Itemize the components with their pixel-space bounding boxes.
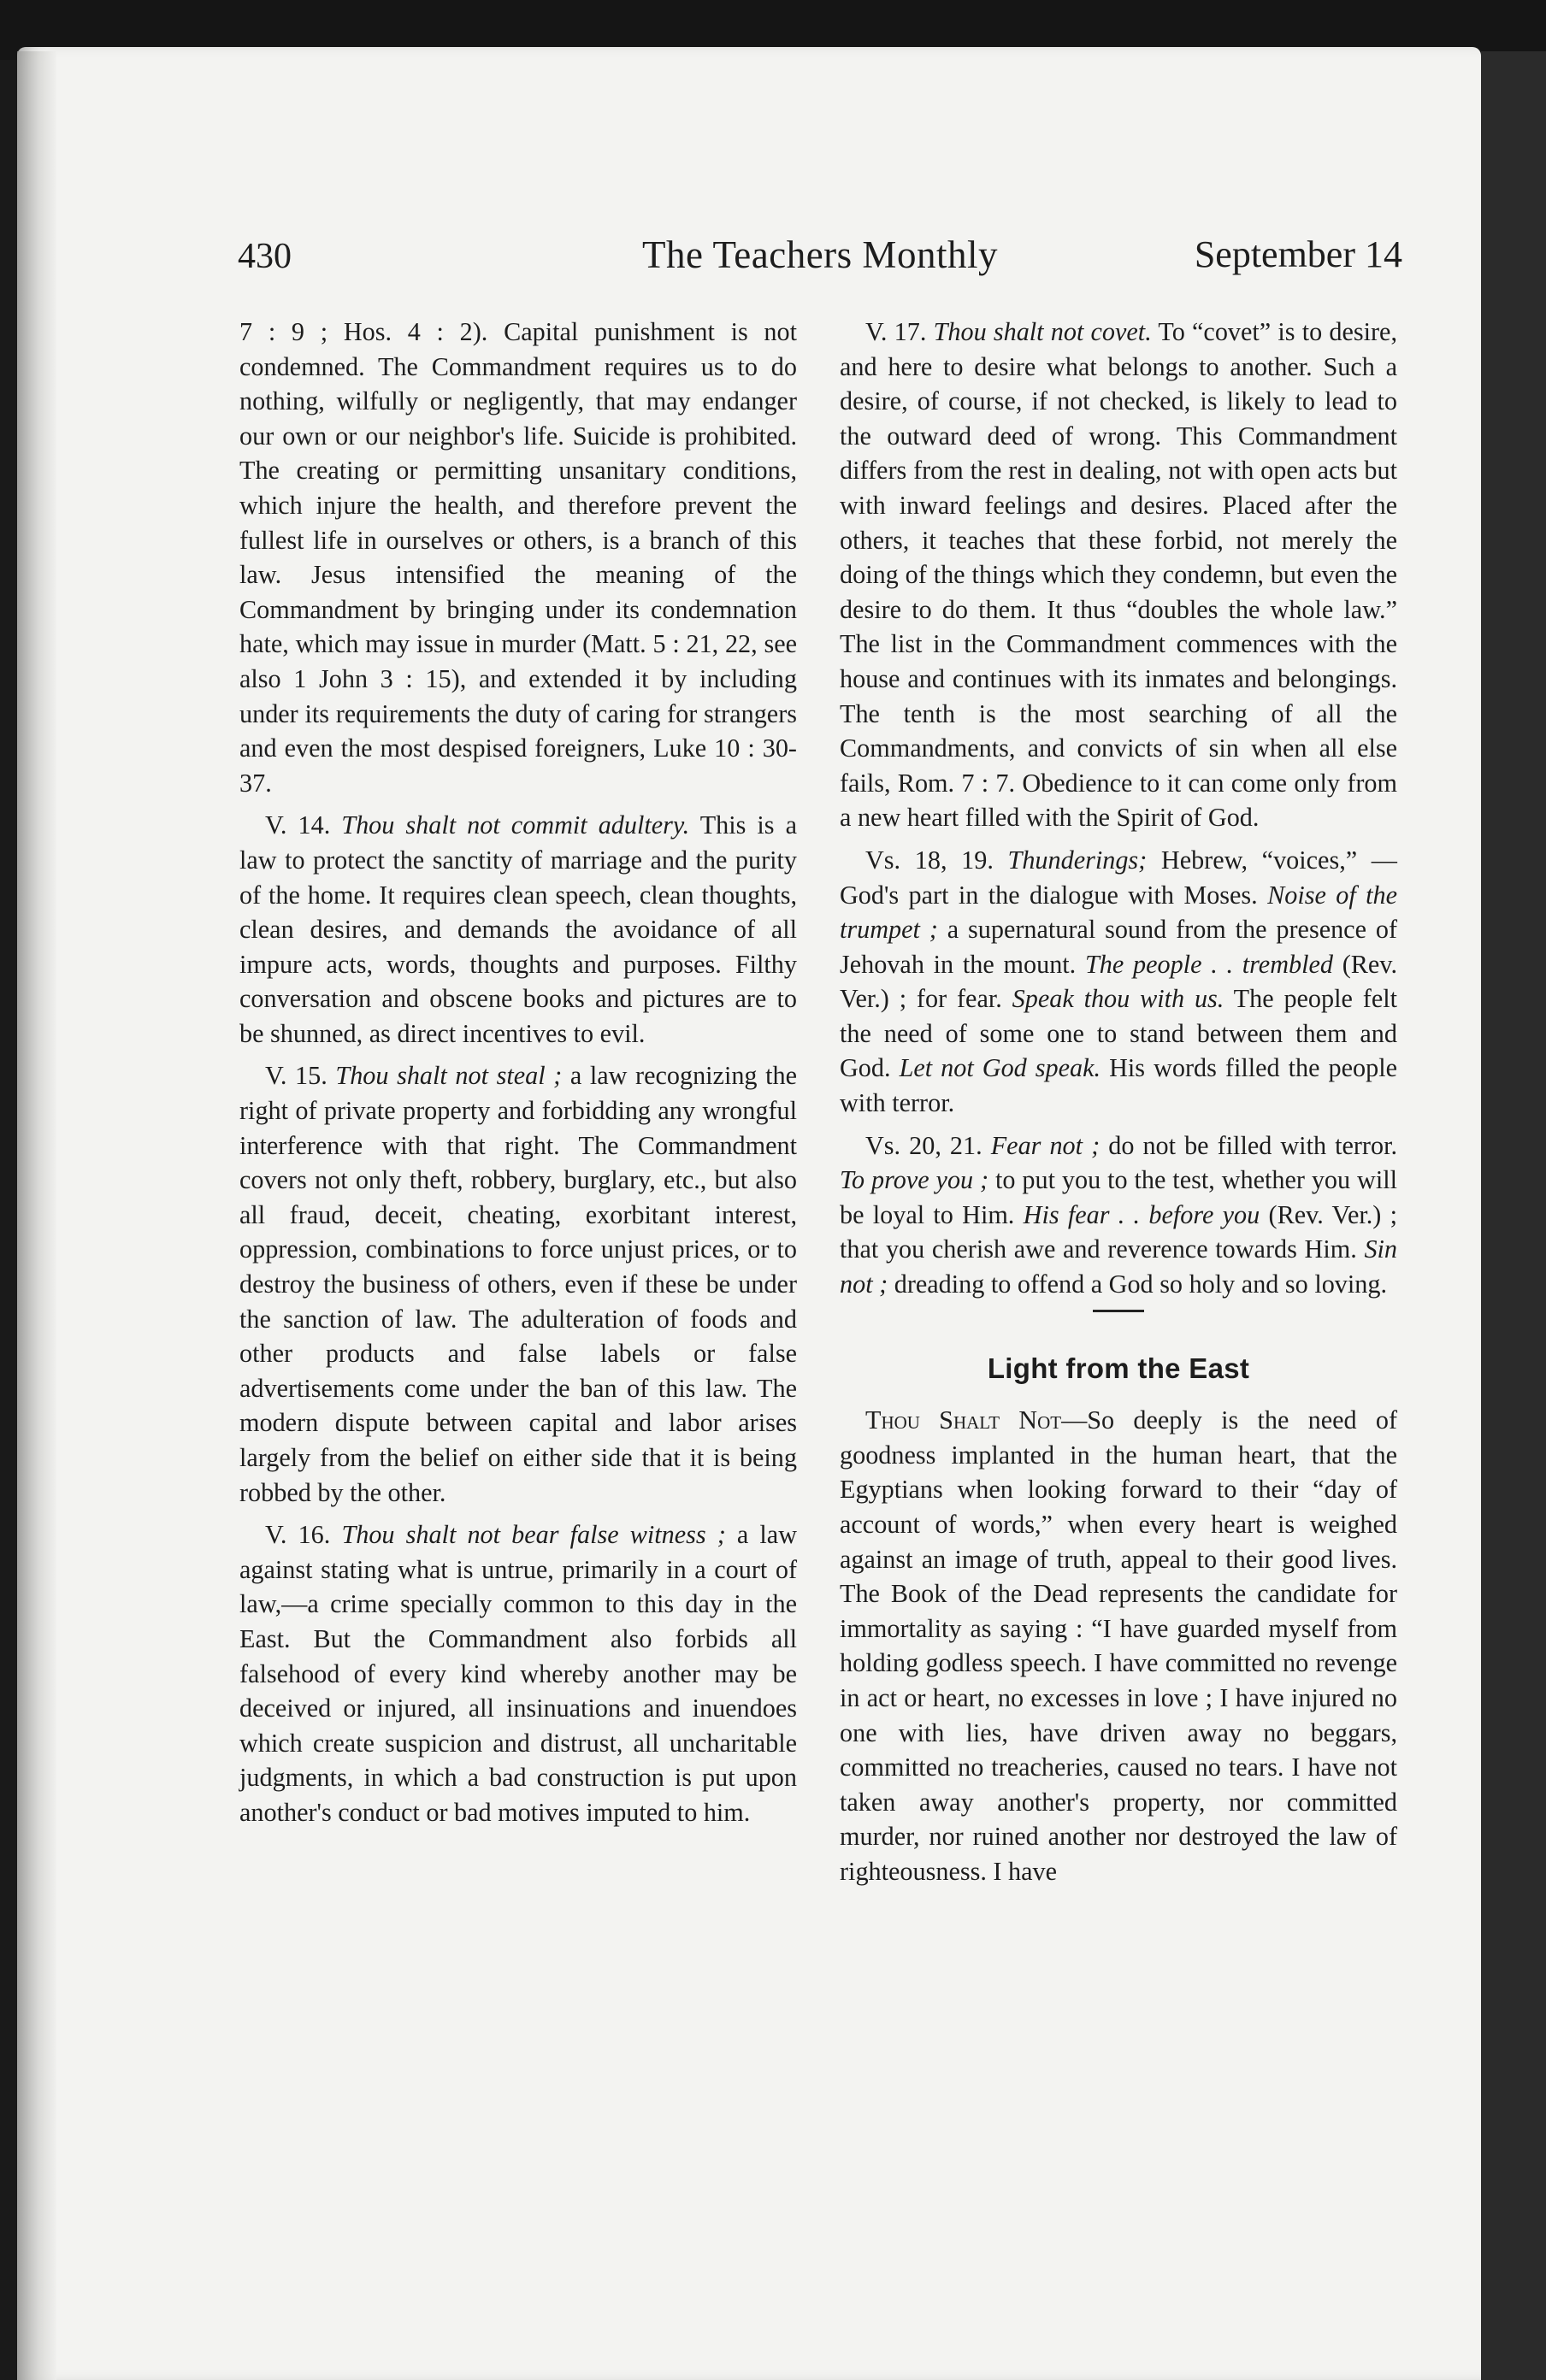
commentary: a supernatural sound from the presence of Jehovah in the mount.: [840, 915, 1398, 979]
verse-quote: His fear . . before you: [1023, 1199, 1260, 1229]
verse-ref: Vs. 20, 21.: [865, 1130, 982, 1160]
commentary: —So deeply is the need of goodness implanted in the human heart, that the Egyptians when looking forward to their “day of account of words,” when every heart is weighed against an image of truth, appeal to their good lives. The Book of the Dead represents the candidate for immortality as saying : “I have guarded myself from holding godless speech. I have committed no revenge in act or heart, no excesses in love ; I have injured no one with lies, have driven away no beggars, committed no treacheries, caused no tears. I have not taken away another's property, nor committed murder, nor ruined another nor destroyed the law of righteousness. I have: [840, 1405, 1397, 1886]
commentary: do not be filled with terror.: [1108, 1130, 1398, 1160]
verse-quote: Thunderings;: [1007, 845, 1148, 875]
paragraph: [840, 1403, 1397, 1888]
paragraph: [239, 1058, 797, 1510]
left-column: [239, 315, 797, 1838]
page-gutter-shadow: [17, 51, 56, 2380]
journal-title: The Teachers Monthly: [642, 233, 998, 276]
paragraph: [840, 1128, 1397, 1302]
commentary: (Rev. Ver.) ; that you cherish awe and reverence towards Him.: [840, 1199, 1397, 1264]
scan-border-right: [1481, 51, 1546, 2380]
verse-quote: Noise of the trumpet ;: [840, 880, 1398, 945]
issue-date: September 14: [1194, 233, 1402, 275]
right-column: [840, 315, 1397, 1897]
section-heading: Light from the East: [987, 1352, 1250, 1384]
paragraph: [239, 1517, 797, 1829]
verse-quote: Speak thou with us.: [1012, 984, 1224, 1014]
verse-quote: Thou shalt not steal ;: [335, 1061, 563, 1091]
lead-in: Thou Shalt Not: [865, 1405, 1062, 1435]
commentary: dreading to offend a God so holy and so loving.: [894, 1270, 1388, 1299]
verse-ref: V. 15.: [265, 1061, 327, 1091]
commentary: The people felt the need of some one to stand between them and God.: [840, 984, 1397, 1083]
verse-quote: Thou shalt not covet.: [933, 317, 1152, 346]
verse-quote: The people . . trembled: [1084, 949, 1333, 979]
verse-ref: V. 14.: [265, 810, 331, 840]
verse-quote: Let not God speak.: [899, 1053, 1101, 1083]
verse-quote: To prove you ;: [840, 1165, 989, 1195]
verse-quote: Thou shalt not commit adultery.: [341, 810, 690, 840]
commentary: (Rev. Ver.) ; for fear.: [840, 949, 1397, 1014]
verse-ref: V. 16.: [265, 1520, 331, 1550]
commentary: To “covet” is to desire, and here to desire what belongs to another. Such a desire, of course, if not checked, is likely to lead to the outward deed of wrong. This Commandment differs from the rest in dealing, not with open acts but with inward feelings and desires. Placed after the others, it teaches that these forbid, not merely the doing of the things which they condemn, but even the desire to do them. It thus “doubles the whole law.” The list in the Commandment commences with the house and continues with its inmates and belongings. The tenth is the most searching of all the Commandments, and convicts of sin when all else fails, Rom. 7 : 7. Obedience to it can come only from a new heart filled with the Spirit of God.: [840, 317, 1398, 833]
commentary: a law recognizing the right of private property and forbidding any wrongful interference with that right. The Commandment covers not only theft, robbery, burglary, etc., but also all fraud, deceit, cheating, exorbitant interest, oppression, combinations to force unjust prices, or to destroy the business of others, even if these be under the sanction of law. The adulteration of foods and other products and false labels or false advertisements come under the ban of this law. The modern dispute between capital and labor arises largely from the belief on either side that it is being robbed by the other.: [239, 1061, 798, 1507]
commentary: a law against stating what is untrue, primarily in a court of law,—a crime specially common to this day in the East. But the Commandment also forbids all falsehood of every kind whereby another may be deceived or injured, all insinuations and inuendoes which create suspicion and distrust, all uncharitable judgments, in which a bad construction is put upon another's conduct or bad motives imputed to him.: [239, 1520, 798, 1827]
paragraph: 7 : 9 ; Hos. 4 : 2). Capital punishment is not condemned. The Commandment requires us to do nothing, wilfully or negligently, that may endanger our own or our neighbor's life. Suicide is prohibited. The creating or permitting unsanitary conditions, which injure the health, and therefore prevent the fullest life in ourselves or others, is a branch of this law. Jesus intensified the meaning of the Commandment by bringing under its condemnation hate, which may issue in murder (Matt. 5 : 21, 22, see also 1 John 3 : 15), and extended it by including under its requirements the duty of caring for strangers and even the most despised foreigners, Luke 10 : 30-37.: [239, 317, 797, 798]
paragraph: [840, 315, 1397, 835]
commentary: This is a law to protect the sanctity of marriage and the purity of the home. It requires clean speech, clean thoughts, clean desires, and demands the avoidance of all impure acts, words, thoughts and purposes. Filthy conversation and obscene books and pictures are to be shunned, as direct incentives to evil.: [239, 810, 797, 1048]
verse-quote: Thou shalt not bear false witness ;: [341, 1520, 726, 1550]
verse-quote: Sin not ;: [840, 1234, 1398, 1299]
verse-ref: V. 17.: [865, 317, 927, 346]
verse-quote: Fear not ;: [990, 1130, 1100, 1160]
paragraph: [239, 808, 797, 1051]
commentary: His words filled the people with terror.: [840, 1053, 1397, 1118]
commentary: to put you to the test, whether you will be loyal to Him.: [840, 1165, 1397, 1229]
section-divider: [1093, 1310, 1144, 1312]
page-number: 430: [238, 237, 292, 276]
running-header: [238, 231, 1402, 291]
verse-ref: Vs. 18, 19.: [865, 845, 994, 875]
commentary: Hebrew, “voices,” —God's part in the dialogue with Moses.: [840, 845, 1397, 910]
paragraph: [840, 843, 1397, 1121]
